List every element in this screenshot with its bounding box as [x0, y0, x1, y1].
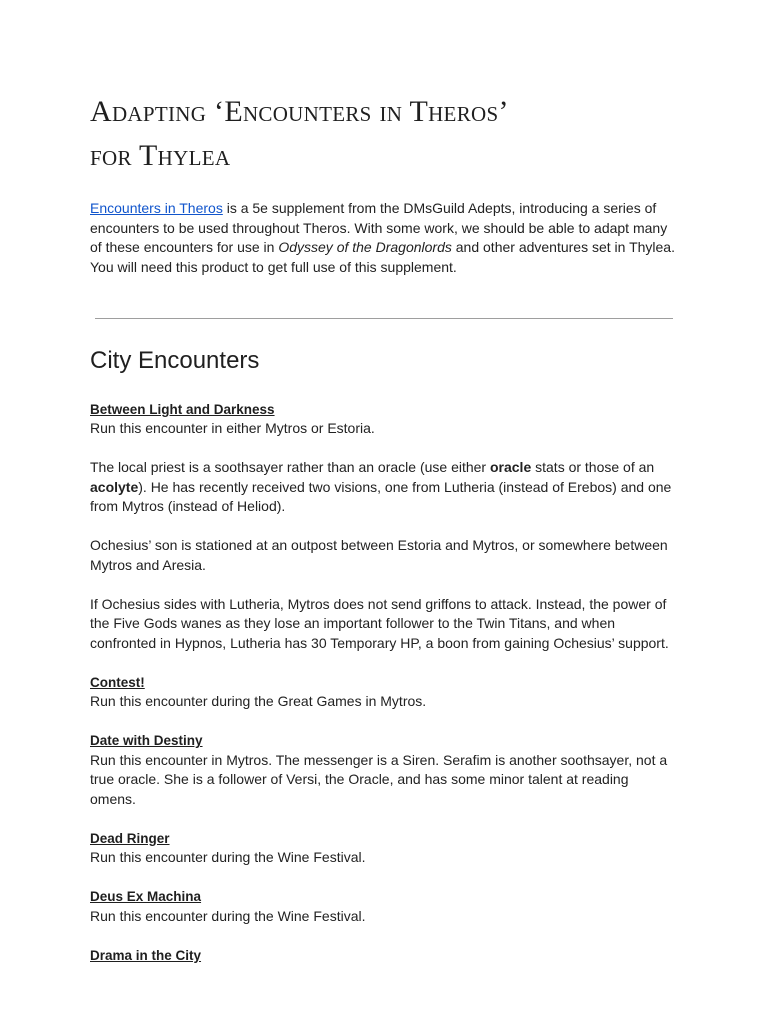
encounter-paragraph: Run this encounter during the Great Games in Mytros. [90, 693, 427, 710]
encounter-contest [90, 673, 678, 712]
encounter-title: Contest! [90, 674, 145, 690]
encounter-title: Dead Ringer [90, 830, 170, 846]
paragraph-text: stats or those of an [531, 459, 655, 476]
document-title [90, 0, 678, 178]
intro-paragraph [90, 199, 678, 278]
encounter-title: Drama in the City [90, 947, 202, 963]
title-line-1: Adapting ‘Encounters in Theros’ [90, 95, 509, 128]
paragraph-text: ). He has recently received two visions, one from Lutheria (instead of Erebos) and one from Mytros (instead of Heliod). [90, 478, 672, 515]
encounter-paragraph: Run this encounter in either Mytros or Estoria. [90, 420, 375, 437]
encounter-date-with-destiny [90, 731, 678, 809]
encounter-paragraph: If Ochesius sides with Lutheria, Mytros does not send griffons to attack. Instead, the power of the Five Gods wanes as they lose an important follower to the Twin Titans, and when confronted in Hypnos, Lutheria has 30 Temporary HP, a boon from gaining Ochesius’ support. [90, 595, 669, 651]
intro-italic-title: Odyssey of the Dragonlords [278, 239, 452, 256]
encounter-title: Date with Destiny [90, 733, 203, 749]
acolyte-stat-reference: acolyte [90, 478, 139, 495]
encounter-paragraph [90, 458, 678, 517]
oracle-stat-reference: oracle [489, 459, 532, 476]
intro-text-1: is a 5e supplement from the DMsGuild Adepts, introducing a series of encounters to be used throughout Theros. With some work, we should be able to adapt many of these encounters for use in [90, 200, 668, 256]
horizontal-divider [95, 318, 673, 319]
encounter-list [90, 400, 678, 966]
encounter-paragraph: Ochesius’ son is stationed at an outpost between Estoria and Mytros, or somewhere between Mytros and Aresia. [90, 537, 668, 573]
encounter-paragraph: Run this encounter during the Wine Festival. [90, 849, 366, 866]
encounters-in-theros-link[interactable]: Encounters in Theros [90, 200, 223, 216]
encounter-paragraph: Run this encounter during the Wine Festival. [90, 907, 366, 924]
intro-text-2: and other adventures set in Thylea. You will need this product to get full use of this supplement. [90, 239, 675, 276]
encounter-title: Between Light and Darkness [90, 401, 275, 417]
encounter-paragraph: Run this encounter in Mytros. The messenger is a Siren. Serafim is another soothsayer, not a true oracle. She is a follower of Versi, the Oracle, and has some minor talent at reading omens. [90, 751, 668, 807]
section-heading: City Encounters [90, 346, 260, 374]
encounter-deus-ex-machina [90, 887, 678, 926]
encounter-dead-ringer [90, 829, 678, 868]
paragraph-text: The local priest is a soothsayer rather than an oracle (use either [90, 459, 490, 476]
encounter-between-light-and-darkness [90, 400, 678, 654]
encounter-drama-in-the-city [90, 946, 678, 966]
title-line-2: for Thylea [90, 139, 231, 172]
encounter-title: Deus Ex Machina [90, 889, 202, 905]
